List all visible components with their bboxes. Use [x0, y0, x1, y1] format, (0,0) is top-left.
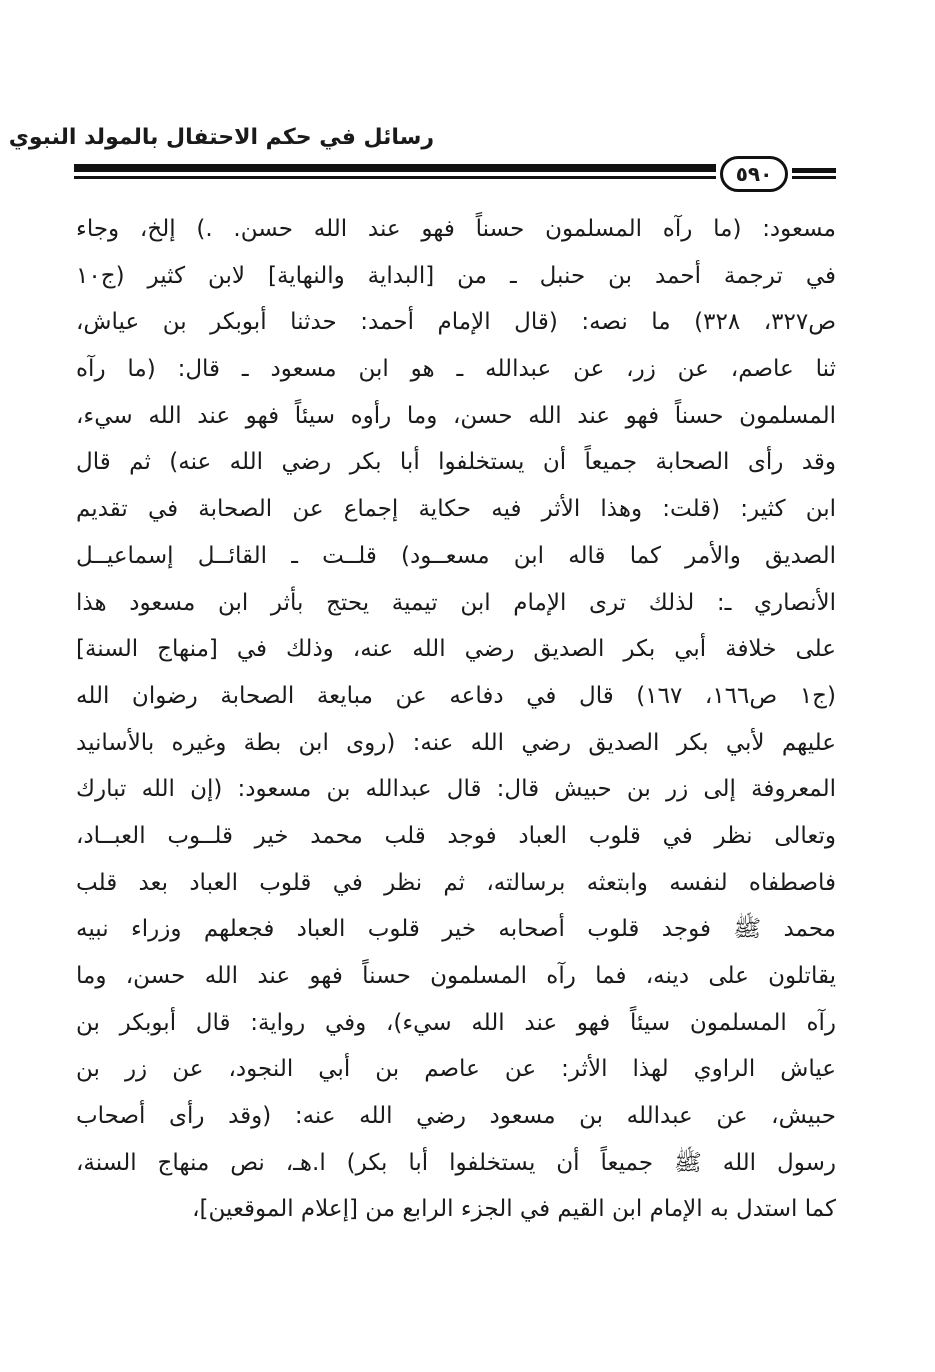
header-rule-right — [792, 168, 836, 180]
header-rule-right-thin — [792, 176, 836, 179]
text-line: وتعالى نظر في قلوب العباد فوجد قلب محمد خير قلــوب العبــاد، — [76, 822, 836, 849]
page-number: ٥٩٠ — [735, 162, 773, 186]
text-line: ص٣٢٧، ٣٢٨) ما نصه: (قال الإمام أحمد: حدثنا أبوبكر بن عياش، — [76, 309, 836, 336]
text-line: فاصطفاه لنفسه وابتعثه برسالته، ثم نظر في قلوب العباد بعد قلب — [76, 869, 836, 896]
body-text — [76, 206, 836, 1233]
header-rule-thin — [74, 176, 716, 179]
text-line: المعروفة إلى زر بن حبيش قال: قال عبدالله بن مسعود: (إن الله تبارك — [76, 776, 836, 803]
text-line: محمد ﷺ فوجد قلوب أصحابه خير قلوب العباد فجعلهم وزراء نبيه — [76, 916, 836, 943]
text-line: يقاتلون على دينه، فما رآه المسلمون حسناً فهو عند الله حسن، وما — [76, 963, 836, 989]
text-line: عياش الراوي لهذا الأثر: عن عاصم بن أبي النجود، عن زر بن — [76, 1056, 836, 1083]
page-number-badge — [720, 156, 788, 192]
text-line: في ترجمة أحمد بن حنبل ـ من [البداية والنهاية] لابن كثير (ج١٠ — [76, 262, 836, 289]
running-header-title: رسائل في حكم الاحتفال بالمولد النبوي — [8, 125, 434, 150]
text-line: المسلمون حسناً فهو عند الله حسن، وما رأوه سيئاً فهو عند الله سيء، — [76, 402, 836, 429]
text-line: ثنا عاصم، عن زر، عن عبدالله ـ هو ابن مسعود ـ قال: (ما رآه — [76, 356, 836, 383]
text-line: ابن كثير: (قلت: وهذا الأثر فيه حكاية إجماع عن الصحابة في تقديم — [76, 496, 836, 523]
header-rule-left — [74, 164, 716, 184]
text-line: الصديق والأمر كما قاله ابن مسعــود) قلــت ـ القائــل إسماعيــل — [76, 542, 836, 569]
header-rule-thick — [74, 164, 716, 172]
header-rule-right-thick — [792, 168, 836, 173]
text-line: رسول الله ﷺ جميعاً أن يستخلفوا أبا بكر) ا.هـ، نص منهاج السنة، — [76, 1149, 836, 1176]
text-line: وقد رأى الصحابة جميعاً أن يستخلفوا أبا بكر رضي الله عنه) ثم قال — [76, 449, 836, 476]
text-line: حبيش، عن عبدالله بن مسعود رضي الله عنه: (وقد رأى أصحاب — [76, 1103, 836, 1130]
text-line: مسعود: (ما رآه المسلمون حسناً فهو عند الله حسن. .) إلخ، وجاء — [76, 216, 836, 242]
text-line: (ج١ ص١٦٦، ١٦٧) قال في دفاعه عن مبايعة الصحابة رضوان الله — [76, 682, 836, 709]
text-line: على خلافة أبي بكر الصديق رضي الله عنه، وذلك في [منهاج السنة] — [76, 636, 836, 663]
text-line: عليهم لأبي بكر الصديق رضي الله عنه: (روى ابن بطة وغيره بالأسانيد — [76, 729, 836, 756]
text-line: كما استدل به الإمام ابن القيم في الجزء الرابع من [إعلام الموقعين]، — [192, 1196, 836, 1223]
text-line: رآه المسلمون سيئاً فهو عند الله سيء)، وفي رواية: قال أبوبكر بن — [76, 1009, 836, 1036]
text-line: الأنصاري ـ: لذلك ترى الإمام ابن تيمية يحتج بأثر ابن مسعود هذا — [76, 589, 836, 616]
